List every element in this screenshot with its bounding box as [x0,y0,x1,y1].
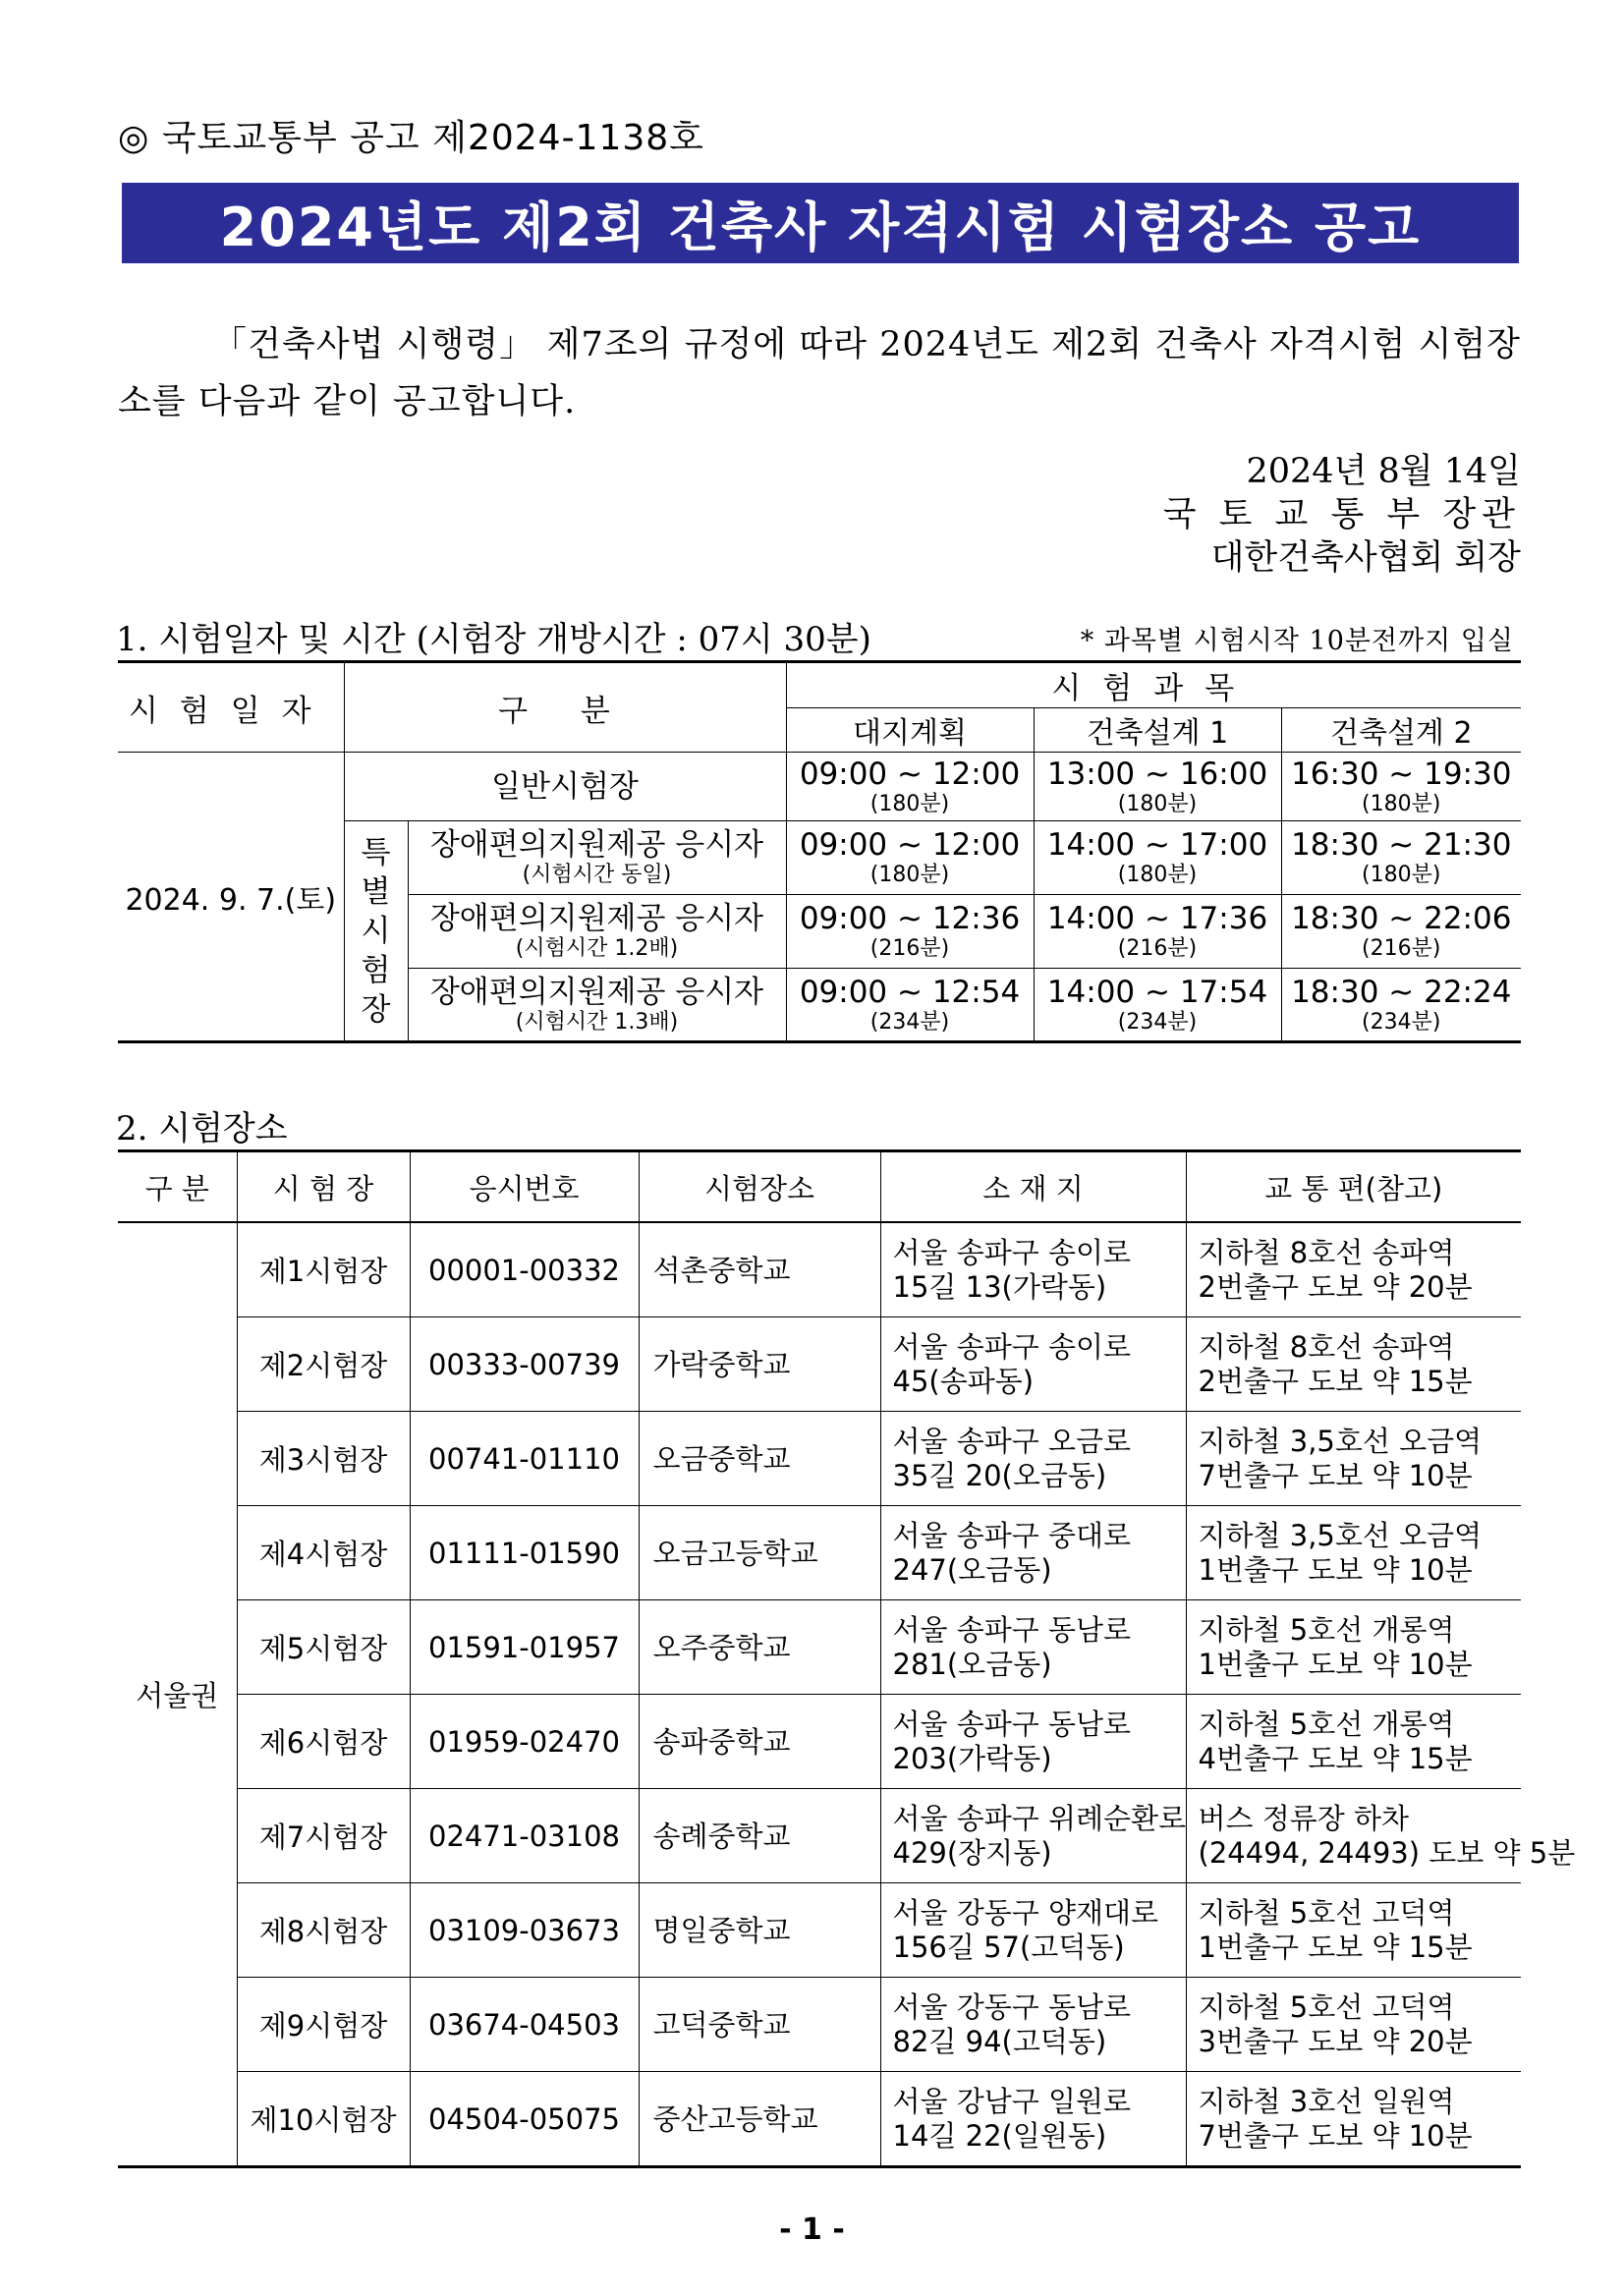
table-row [118,1222,1521,1317]
table-row [118,1600,1521,1695]
address-line: 82길 94(고덕동) [892,2024,1107,2058]
candidate-numbers: 03674-04503 [410,1978,639,2072]
transport-cell [1186,1695,1521,1789]
address-line: 247(오금동) [892,1552,1052,1587]
address-line: 203(가락동) [892,1741,1052,1775]
site-name: 제9시험장 [237,1978,410,2072]
transport-line: 4번출구 도보 약 15분 [1198,1741,1473,1775]
transport-cell [1186,1883,1521,1978]
address-line: 서울 강동구 동남로 [892,1989,1132,2024]
transport-line: 지하철 3,5호선 오금역 [1198,1518,1483,1552]
address-line: 429(장지동) [892,1835,1052,1870]
special-label-char: 장 [361,991,391,1028]
school-name: 명일중학교 [639,1883,880,1978]
schedule-table [118,660,1521,1043]
time-minutes: (180분) [869,791,950,816]
special-site-label [344,821,408,1042]
time-minutes: (234분) [1117,1009,1198,1035]
time-minutes: (180분) [1117,791,1198,816]
site-name: 제5시험장 [237,1600,410,1695]
address-line: 서울 강남구 일원로 [892,2084,1132,2118]
school-name: 송파중학교 [639,1695,880,1789]
header-division: 구 분 [118,1151,237,1223]
address-cell [880,1506,1186,1600]
table-row [118,1506,1521,1600]
transport-line: 지하철 8호선 송파역 [1198,1329,1455,1364]
address-line: 45(송파동) [892,1364,1035,1398]
time-range: 18:30 ~ 22:06 [1291,901,1512,936]
address-cell [880,1978,1186,2072]
transport-line: 지하철 3호선 일원역 [1198,2084,1455,2118]
time-minutes: (180분) [1362,791,1441,816]
school-name: 가락중학교 [639,1317,880,1412]
site-name: 제2시험장 [237,1317,410,1412]
transport-line: 2번출구 도보 약 15분 [1198,1364,1473,1398]
transport-cell [1186,1222,1521,1317]
candidate-numbers: 00333-00739 [410,1317,639,1412]
address-line: 서울 송파구 동남로 [892,1707,1132,1741]
header-address: 소 재 지 [880,1151,1186,1223]
address-cell [880,1883,1186,1978]
time-minutes: (234분) [1362,1009,1441,1035]
category-label: 장애편의지원제공 응시자 [429,901,764,936]
site-name: 제10시험장 [237,2072,410,2167]
transport-line: 1번출구 도보 약 10분 [1198,1552,1473,1587]
header-school: 시험장소 [639,1151,880,1223]
transport-line: 지하철 5호선 고덕역 [1198,1989,1455,2024]
header-transport: 교 통 편(참고) [1186,1151,1521,1223]
special-label-char: 특 [361,834,391,870]
time-range: 09:00 ~ 12:54 [799,974,1021,1010]
address-line: 15길 13(가락동) [892,1269,1107,1304]
candidate-numbers: 04504-05075 [410,2072,639,2167]
transport-line: 지하철 3,5호선 오금역 [1198,1424,1483,1458]
school-name: 오금중학교 [639,1412,880,1506]
site-name: 제4시험장 [237,1506,410,1600]
time-range: 16:30 ~ 19:30 [1291,756,1512,792]
header-numbers: 응시번호 [410,1151,639,1223]
candidate-numbers: 00001-00332 [410,1222,639,1317]
candidate-numbers: 03109-03673 [410,1883,639,1978]
header-subject-3: 건축설계 2 [1281,708,1521,753]
address-line: 서울 송파구 오금로 [892,1424,1132,1458]
transport-line: 7번출구 도보 약 10분 [1198,1458,1473,1492]
time-minutes: (216분) [869,936,950,961]
header-subjects: 시험과목 [786,662,1521,708]
school-name: 오금고등학교 [639,1506,880,1600]
signature-date: 2024년 8월 14일 [1246,452,1521,491]
table-row [118,1883,1521,1978]
address-cell [880,1317,1186,1412]
address-line: 서울 강동구 양재대로 [892,1895,1159,1930]
candidate-numbers: 01959-02470 [410,1695,639,1789]
table-row [118,1978,1521,2072]
transport-cell [1186,1412,1521,1506]
address-cell [880,1789,1186,1883]
time-range: 09:00 ~ 12:00 [799,827,1021,863]
transport-cell [1186,1600,1521,1695]
transport-line: 2번출구 도보 약 20분 [1198,1269,1473,1304]
signature-minister: 국 토 교 통 부 장관 [1162,495,1521,534]
category-label: 일반시험장 [491,768,639,805]
time-minutes: (180분) [869,863,950,887]
category-label: 장애편의지원제공 응시자 [429,827,764,863]
time-minutes: (180분) [1362,863,1441,887]
venue-table [118,1149,1576,2168]
candidate-numbers: 00741-01110 [410,1412,639,1506]
address-line: 서울 송파구 동남로 [892,1612,1132,1647]
school-name: 석촌중학교 [639,1222,880,1317]
transport-line: 지하철 5호선 개롱역 [1198,1612,1455,1647]
time-range: 13:00 ~ 16:00 [1046,756,1268,792]
school-name: 송례중학교 [639,1789,880,1883]
transport-line: 7번출구 도보 약 10분 [1198,2118,1473,2153]
table-row [118,2072,1521,2167]
time-minutes: (234분) [869,1009,950,1035]
signature-president: 대한건축사협회 회장 [1210,538,1521,578]
address-line: 14길 22(일원동) [892,2118,1107,2153]
time-range: 14:00 ~ 17:36 [1046,901,1268,936]
time-minutes: (180분) [1117,863,1198,887]
site-name: 제6시험장 [237,1695,410,1789]
table-row [118,1317,1521,1412]
exam-date: 2024. 9. 7.(토) [118,753,344,1042]
address-line: 281(오금동) [892,1647,1052,1681]
transport-cell [1186,1978,1521,2072]
header-subject-1: 대지계획 [786,708,1034,753]
category-sub: (시험시간 1.3배) [515,1009,679,1035]
time-range: 18:30 ~ 22:24 [1291,974,1512,1010]
transport-line: 1번출구 도보 약 15분 [1198,1930,1473,1964]
transport-line: (24494, 24493) 도보 약 5분 [1198,1835,1576,1870]
special-label-char: 별 [361,873,391,910]
site-name: 제1시험장 [237,1222,410,1317]
time-range: 18:30 ~ 21:30 [1291,827,1512,863]
header-category: 구 분 [344,662,786,753]
address-cell [880,1695,1186,1789]
school-name: 중산고등학교 [639,2072,880,2167]
header-site: 시 험 장 [237,1151,410,1223]
table-row [118,753,1521,821]
transport-cell [1186,2072,1521,2167]
address-line: 35길 20(오금동) [892,1458,1107,1492]
special-label-char: 험 [361,952,391,988]
category-sub: (시험시간 1.2배) [515,936,679,961]
address-line: 서울 송파구 위례순환로 [892,1801,1187,1835]
section1-heading: 1. 시험일자 및 시간 (시험장 개방시간 : 07시 30분) [116,620,871,659]
table-row [118,1789,1521,1883]
address-cell [880,1412,1186,1506]
special-label-char: 시 [361,913,391,949]
candidate-numbers: 02471-03108 [410,1789,639,1883]
category-label: 장애편의지원제공 응시자 [429,974,764,1010]
address-line: 서울 송파구 중대로 [892,1518,1132,1552]
school-name: 오주중학교 [639,1600,880,1695]
site-name: 제7시험장 [237,1789,410,1883]
header-exam-date: 시험일자 [118,662,344,753]
intro-paragraph: 「건축사법 시행령」 제7조의 규정에 따라 2024년도 제2회 건축사 자격시험 시험장소를 다음과 같이 공고합니다. [118,325,1521,421]
header-subject-2: 건축설계 1 [1034,708,1281,753]
transport-line: 지하철 5호선 고덕역 [1198,1895,1455,1930]
transport-cell [1186,1789,1576,1883]
time-range: 09:00 ~ 12:36 [799,901,1021,936]
address-line: 서울 송파구 송이로 [892,1235,1132,1269]
time-range: 14:00 ~ 17:00 [1046,827,1268,863]
address-cell [880,1600,1186,1695]
address-cell [880,2072,1186,2167]
candidate-numbers: 01591-01957 [410,1600,639,1695]
table-row [118,1695,1521,1789]
time-range: 09:00 ~ 12:00 [799,756,1021,792]
transport-line: 버스 정류장 하차 [1198,1801,1410,1835]
document-title: 2024년도 제2회 건축사 자격시험 시험장소 공고 [122,183,1519,263]
address-cell [880,1222,1186,1317]
site-name: 제8시험장 [237,1883,410,1978]
address-line: 156길 57(고덕동) [892,1930,1125,1964]
school-name: 고덕중학교 [639,1978,880,2072]
site-name: 제3시험장 [237,1412,410,1506]
transport-cell [1186,1506,1521,1600]
address-line: 서울 송파구 송이로 [892,1329,1132,1364]
signature-block [1163,450,1521,580]
transport-line: 지하철 5호선 개롱역 [1198,1707,1455,1741]
entry-note: * 과목별 시험시작 10분전까지 입실 [1080,626,1514,656]
candidate-numbers: 01111-01590 [410,1506,639,1600]
time-minutes: (216분) [1117,936,1198,961]
time-range: 14:00 ~ 17:54 [1046,974,1268,1010]
transport-cell [1186,1317,1521,1412]
time-minutes: (216분) [1362,936,1441,961]
category-sub: (시험시간 동일) [522,863,672,887]
region-label: 서울권 [118,1222,237,2167]
transport-line: 3번출구 도보 약 20분 [1198,2024,1473,2058]
page-number: - 1 - [779,2212,845,2247]
section2-heading: 2. 시험장소 [116,1109,288,1148]
notice-number: ◎ 국토교통부 공고 제2024-1138호 [118,118,704,158]
transport-line: 1번출구 도보 약 10분 [1198,1647,1473,1681]
table-row [118,1412,1521,1506]
transport-line: 지하철 8호선 송파역 [1198,1235,1455,1269]
